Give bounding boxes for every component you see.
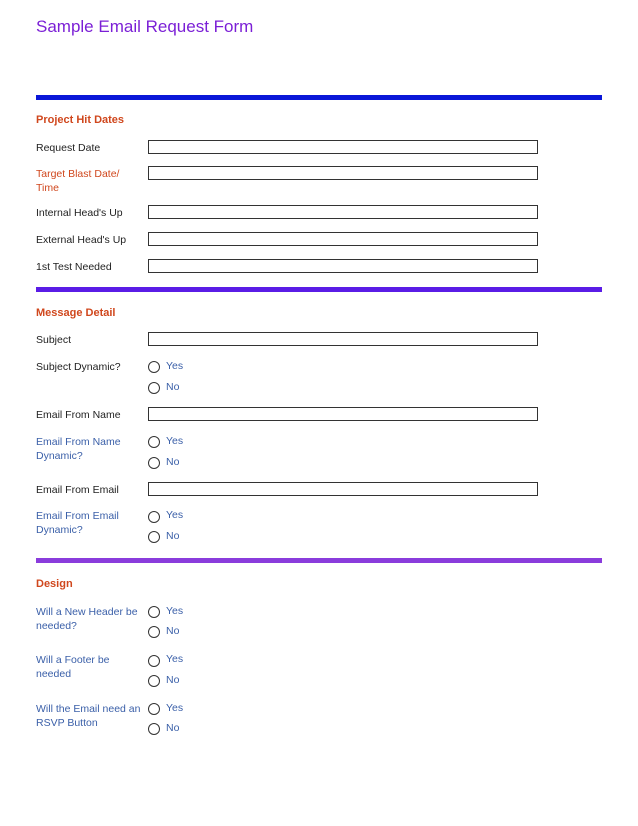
footer-yes-radio[interactable]	[148, 655, 160, 667]
first-test-label: 1st Test Needed	[36, 261, 112, 273]
first-test-field[interactable]	[148, 259, 538, 273]
subject-dynamic-no-radio[interactable]	[148, 382, 160, 394]
option-no-label: No	[166, 381, 180, 393]
from-name-dynamic-yes-radio[interactable]	[148, 436, 160, 448]
internal-heads-up-field[interactable]	[148, 205, 538, 219]
section-divider	[36, 95, 602, 100]
internal-heads-up-label: Internal Head's Up	[36, 207, 123, 219]
email-from-name-field[interactable]	[148, 407, 538, 421]
rsvp-yes-radio[interactable]	[148, 703, 160, 715]
subject-label: Subject	[36, 334, 72, 346]
new-header-no-radio[interactable]	[148, 626, 160, 638]
email-from-email-field[interactable]	[148, 482, 538, 496]
external-heads-up-field[interactable]	[148, 232, 538, 246]
email-from-email-label: Email From Email	[36, 484, 119, 496]
from-name-dynamic-no-radio[interactable]	[148, 457, 160, 469]
email-from-email-dynamic-label: Email From Email Dynamic?	[36, 510, 119, 536]
from-email-dynamic-yes-radio[interactable]	[148, 511, 160, 523]
footer-no-radio[interactable]	[148, 675, 160, 687]
section-heading-message: Message Detail	[36, 307, 116, 319]
section-divider	[36, 287, 602, 292]
option-no-label: No	[166, 530, 180, 542]
option-no-label: No	[166, 625, 180, 637]
subject-dynamic-yes-radio[interactable]	[148, 361, 160, 373]
target-blast-label: Target Blast Date/ Time	[36, 168, 120, 194]
option-yes-label: Yes	[166, 509, 184, 521]
option-no-label: No	[166, 456, 180, 468]
new-header-label: Will a New Header be needed?	[36, 606, 138, 632]
request-date-field[interactable]	[148, 140, 538, 154]
email-from-name-dynamic-label: Email From Name Dynamic?	[36, 436, 121, 462]
target-blast-field[interactable]	[148, 166, 538, 180]
option-yes-label: Yes	[166, 653, 184, 665]
page-title: Sample Email Request Form	[36, 17, 254, 36]
email-from-name-label: Email From Name	[36, 409, 121, 421]
option-yes-label: Yes	[166, 435, 184, 447]
footer-label: Will a Footer be needed	[36, 654, 110, 680]
option-no-label: No	[166, 674, 180, 686]
new-header-yes-radio[interactable]	[148, 606, 160, 618]
section-heading-design: Design	[36, 578, 73, 590]
option-yes-label: Yes	[166, 702, 184, 714]
rsvp-label: Will the Email need an RSVP Button	[36, 703, 141, 729]
from-email-dynamic-no-radio[interactable]	[148, 531, 160, 543]
subject-field[interactable]	[148, 332, 538, 346]
option-yes-label: Yes	[166, 605, 184, 617]
request-date-label: Request Date	[36, 142, 101, 154]
option-no-label: No	[166, 722, 180, 734]
option-yes-label: Yes	[166, 360, 184, 372]
section-heading-dates: Project Hit Dates	[36, 114, 125, 126]
section-divider	[36, 558, 602, 563]
external-heads-up-label: External Head's Up	[36, 234, 127, 246]
subject-dynamic-label: Subject Dynamic?	[36, 361, 121, 373]
rsvp-no-radio[interactable]	[148, 723, 160, 735]
